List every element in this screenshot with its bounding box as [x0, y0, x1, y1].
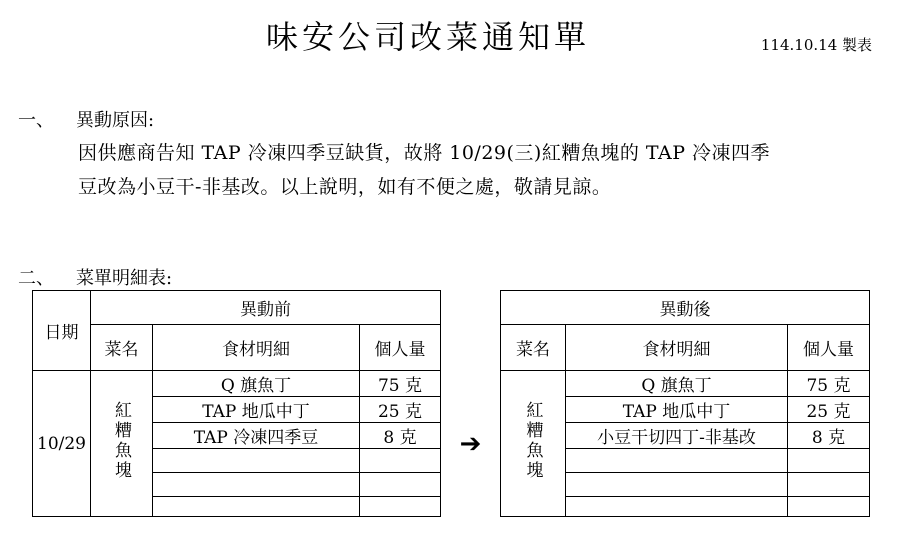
before-portion: 8 克: [360, 423, 441, 449]
after-ingredients-col-header: 食材明細: [566, 325, 788, 371]
after-ingredient: TAP 地瓜中丁: [566, 397, 788, 423]
before-portion: 25 克: [360, 397, 441, 423]
after-portion: 25 克: [788, 397, 870, 423]
after-ingredient: 小豆干切四丁-非基改: [566, 423, 788, 449]
before-ingredient: TAP 地瓜中丁: [153, 397, 360, 423]
before-dish-name: 紅糟魚塊: [111, 401, 131, 481]
after-portion: [788, 497, 870, 517]
section-2-title: 菜單明細表:: [76, 268, 173, 289]
arrow-spacer-top: [441, 291, 501, 371]
before-ingredients-col-header: 食材明細: [153, 325, 360, 371]
before-ingredient: [153, 497, 360, 517]
before-change-header: 異動前: [91, 291, 441, 325]
after-dish-col-header: 菜名: [501, 325, 566, 371]
before-portion: [360, 449, 441, 473]
right-arrow-icon: ➔: [459, 428, 482, 459]
before-ingredient: TAP 冷凍四季豆: [153, 423, 360, 449]
after-portion: 75 克: [788, 371, 870, 397]
after-change-header: 異動後: [501, 291, 870, 325]
after-dish-cell: [501, 371, 566, 517]
menu-detail-table: [32, 290, 870, 517]
after-portion: [788, 473, 870, 497]
after-ingredient: [566, 473, 788, 497]
after-ingredient: Q 旗魚丁: [566, 371, 788, 397]
section-1-heading: [18, 106, 154, 132]
section-1-number: 一、: [18, 110, 54, 131]
row-date: 10/29: [33, 371, 91, 517]
section-1-title: 異動原因:: [76, 110, 155, 131]
after-ingredient: [566, 497, 788, 517]
section-2-number: 二、: [18, 268, 54, 289]
after-dish-name: 紅糟魚塊: [522, 401, 543, 481]
arrow-cell: [441, 371, 501, 517]
before-portion: [360, 497, 441, 517]
date-header: 日期: [33, 291, 91, 371]
before-portion: [360, 473, 441, 497]
before-ingredient: Q 旗魚丁: [153, 371, 360, 397]
after-portion-col-header: 個人量: [788, 325, 870, 371]
reason-line-2: 豆改為小豆干-非基改。以上說明，如有不便之處，敬請見諒。: [78, 176, 612, 198]
reason-line-1: 因供應商告知 TAP 冷凍四季豆缺貨，故將 10/29(三)紅糟魚塊的 TAP 冷凍四季: [78, 142, 771, 164]
document-title: 味安公司改菜通知單: [265, 18, 590, 56]
section-2-heading: [18, 264, 172, 290]
after-portion: [788, 449, 870, 473]
before-portion: 75 克: [360, 371, 441, 397]
after-portion: 8 克: [788, 423, 870, 449]
document-date: 114.10.14 製表: [760, 36, 872, 54]
before-ingredient: [153, 473, 360, 497]
before-dish-cell: [91, 371, 153, 517]
change-reason-text: [78, 136, 878, 204]
after-ingredient: [566, 449, 788, 473]
before-portion-col-header: 個人量: [360, 325, 441, 371]
before-ingredient: [153, 449, 360, 473]
before-dish-col-header: 菜名: [91, 325, 153, 371]
